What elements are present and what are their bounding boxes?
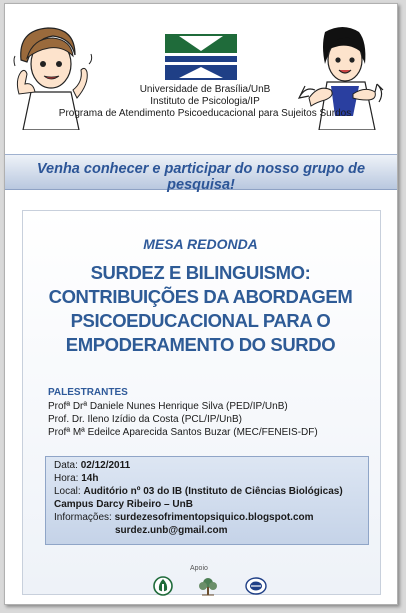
event-type: MESA REDONDA [143, 236, 258, 252]
event-title-line-3: PSICOEDUCACIONAL PARA O [70, 310, 331, 331]
speaker-2: Prof. Dr. Ileno Izídio da Costa (PCL/IP/UnB) [48, 414, 242, 425]
date-row [54, 460, 130, 471]
campus-value: Campus Darcy Ribeiro – UnB [54, 499, 193, 510]
place-value: Auditório nº 03 do IB (Instituto de Ciências Biológicas) [83, 486, 343, 497]
info-label: Informações: [54, 512, 112, 523]
event-title-line-4: EMPODERAMENTO DO SURDO [65, 334, 336, 355]
speakers-heading: PALESTRANTES [48, 387, 128, 398]
speaker-3: Profª Mª Edeilce Aparecida Santos Buzar (MEC/FENEIS-DF) [48, 427, 318, 438]
poster [4, 3, 398, 605]
sponsor-emblem-icon [245, 577, 267, 595]
place-row [54, 486, 343, 497]
info-site-link[interactable]: surdezesofrimentopsiquico.blogspot.com [114, 512, 314, 523]
info-row [54, 512, 314, 523]
invitation-banner-text: Venha conhecer e participar do nosso grupo de pesquisa! [36, 161, 366, 193]
event-title-line-1: SURDEZ E BILINGUISMO: [90, 262, 311, 283]
info-email-link[interactable]: surdez.unb@gmail.com [115, 525, 228, 536]
sponsor-tree-icon [197, 575, 219, 597]
time-value: 14h [81, 473, 99, 484]
sponsor-seal-icon [153, 576, 173, 596]
institution-line-university: Universidade de Brasília/UnB [139, 84, 271, 95]
institution-line-institute: Instituto de Psicologia/IP [150, 96, 260, 107]
time-label: Hora: [54, 473, 79, 484]
institution-line-program: Programa de Atendimento Psicoeducacional para Sujeitos Surdos [58, 108, 352, 119]
unb-logo [165, 34, 237, 80]
campus-row [54, 499, 193, 510]
place-label: Local: [54, 486, 81, 497]
email-row [115, 525, 228, 536]
time-row [54, 473, 98, 484]
speaker-1: Profª Drª Daniele Nunes Henrique Silva (PED/IP/UnB) [48, 401, 288, 412]
event-title-line-2: CONTRIBUIÇÕES DA ABORDAGEM [48, 286, 353, 307]
support-label: Apoio [190, 565, 208, 572]
date-label: Data: [54, 460, 78, 471]
date-value: 02/12/2011 [80, 460, 131, 471]
